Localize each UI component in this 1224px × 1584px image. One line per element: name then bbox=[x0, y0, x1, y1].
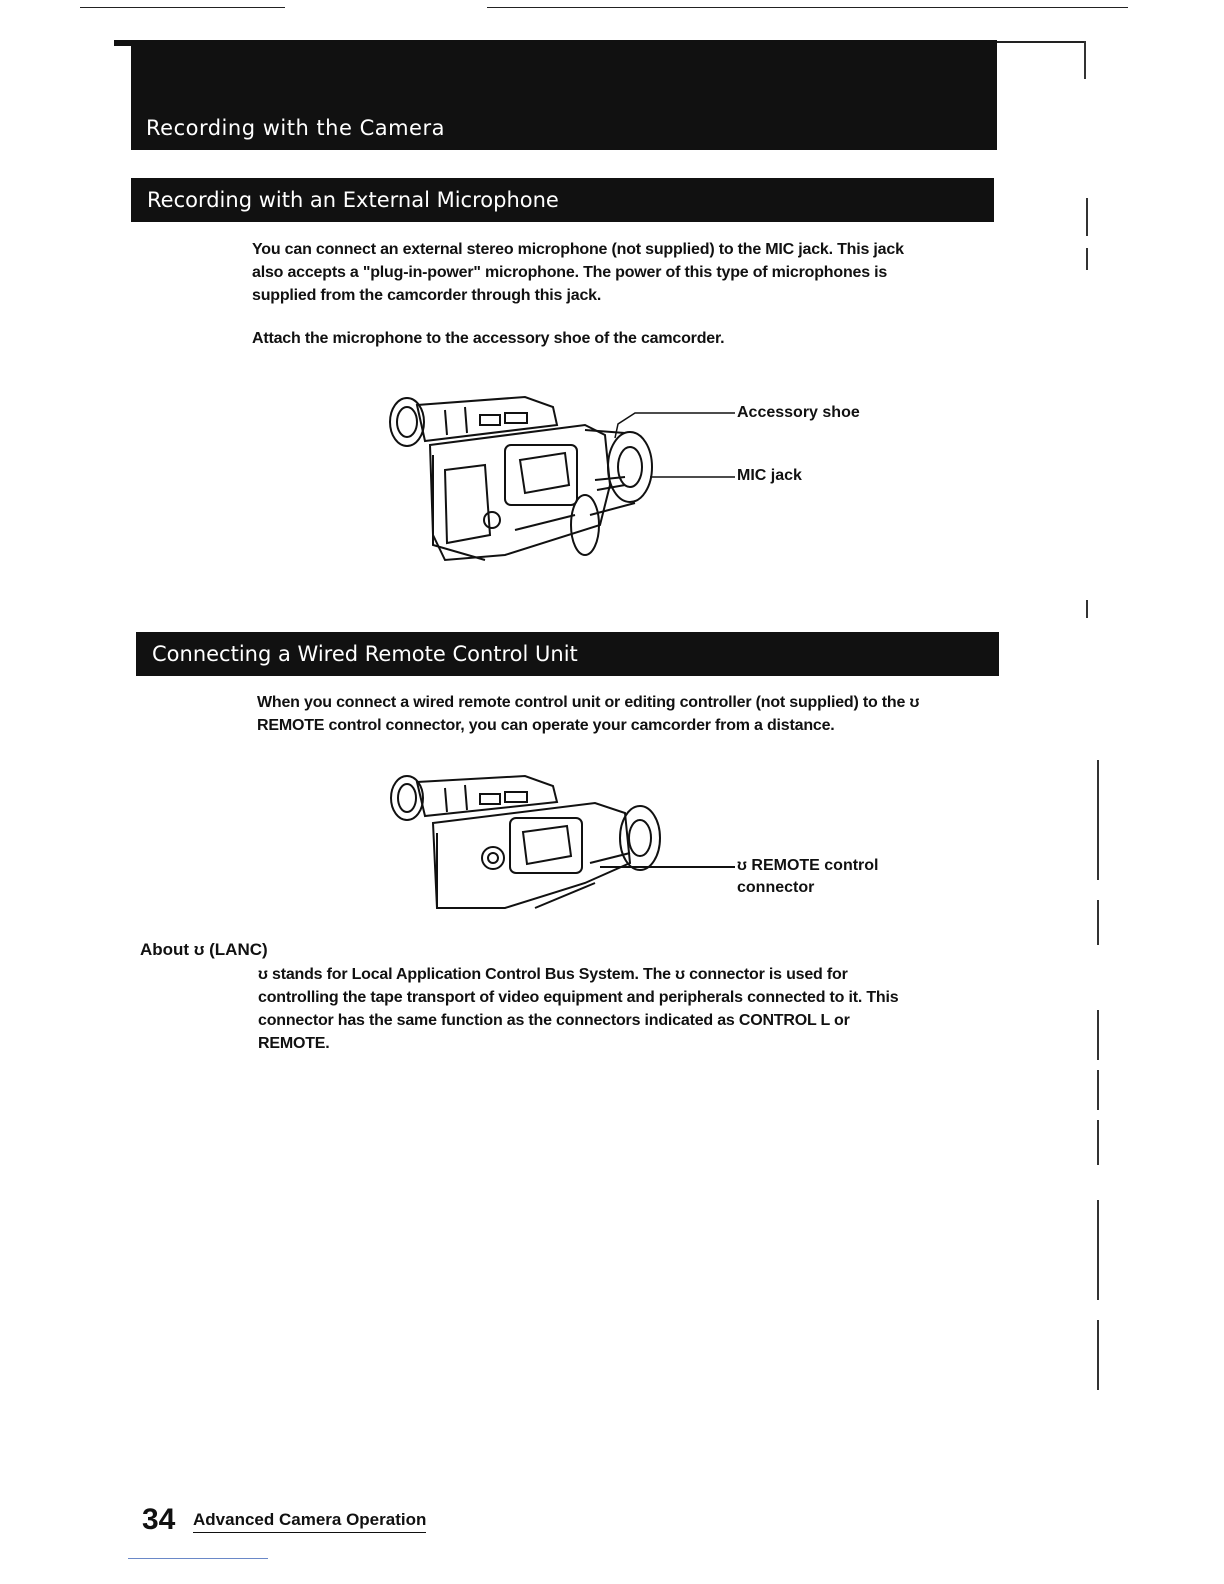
section-heading-remote-control bbox=[136, 632, 999, 676]
chapter-header-bar bbox=[131, 40, 997, 150]
label-mic-jack: MIC jack bbox=[737, 467, 802, 484]
lanc-symbol: ʊ bbox=[675, 966, 685, 983]
para-line: When you connect a wired remote control unit or editing controller (not supplied) to the ʊ bbox=[257, 691, 997, 714]
para-line: ʊ stands for Local Application Control Bus System. The ʊ connector is used for bbox=[258, 963, 998, 986]
footer-rule bbox=[128, 1558, 268, 1559]
edge-mark bbox=[1097, 900, 1099, 945]
para-line: connector has the same function as the connectors indicated as CONTROL L or bbox=[258, 1012, 850, 1029]
edge-mark bbox=[1097, 1010, 1099, 1060]
paragraph-about-lanc bbox=[258, 963, 998, 1055]
section-title: Recording with an External Microphone bbox=[147, 188, 559, 212]
label-accessory-shoe: Accessory shoe bbox=[737, 404, 860, 421]
about-lanc-heading: About ʊ (LANC) bbox=[140, 940, 268, 959]
leader-lines-mic bbox=[610, 410, 740, 485]
paragraph-remote bbox=[257, 691, 997, 737]
page-number: 34 bbox=[142, 1503, 176, 1536]
section-heading-external-microphone bbox=[131, 178, 994, 222]
para-line: REMOTE control connector, you can operate your camcorder from a distance. bbox=[257, 717, 835, 734]
edge-mark bbox=[1086, 600, 1088, 618]
lanc-symbol: ʊ bbox=[737, 857, 747, 874]
top-rule-right bbox=[487, 7, 1128, 8]
lanc-symbol: ʊ bbox=[193, 940, 205, 959]
edge-mark bbox=[1097, 1070, 1099, 1110]
edge-mark bbox=[1086, 198, 1088, 236]
edge-mark bbox=[1086, 248, 1088, 270]
para-line: REMOTE. bbox=[258, 1035, 330, 1052]
paragraph-microphone bbox=[252, 238, 992, 307]
para-line: also accepts a "plug-in-power" microphone. The power of this type of microphones is bbox=[252, 264, 888, 281]
lanc-symbol: ʊ bbox=[909, 694, 920, 711]
lanc-symbol: ʊ bbox=[258, 966, 268, 983]
edge-mark bbox=[1097, 1120, 1099, 1165]
label-remote-connector: ʊ REMOTE control connector bbox=[737, 857, 879, 896]
edge-mark bbox=[1097, 760, 1099, 880]
footer-section-name: Advanced Camera Operation bbox=[193, 1510, 426, 1533]
paragraph-attach: Attach the microphone to the accessory shoe of the camcorder. bbox=[252, 330, 725, 347]
edge-mark bbox=[1084, 41, 1086, 79]
chapter-title: Recording with the Camera bbox=[146, 116, 445, 140]
camcorder-illustration-remote bbox=[385, 768, 675, 918]
section-title: Connecting a Wired Remote Control Unit bbox=[152, 642, 578, 666]
edge-mark bbox=[1097, 1320, 1099, 1390]
leader-line-remote bbox=[600, 866, 735, 868]
para-line: supplied from the camcorder through this jack. bbox=[252, 287, 602, 304]
chapter-bar-extension bbox=[997, 41, 1085, 43]
chapter-bar-tab bbox=[114, 40, 134, 46]
para-line: You can connect an external stereo microphone (not supplied) to the MIC jack. This jack bbox=[252, 241, 904, 258]
top-rule-left bbox=[80, 7, 285, 8]
edge-mark bbox=[1097, 1200, 1099, 1300]
para-line: controlling the tape transport of video equipment and peripherals connected to it. This bbox=[258, 989, 899, 1006]
